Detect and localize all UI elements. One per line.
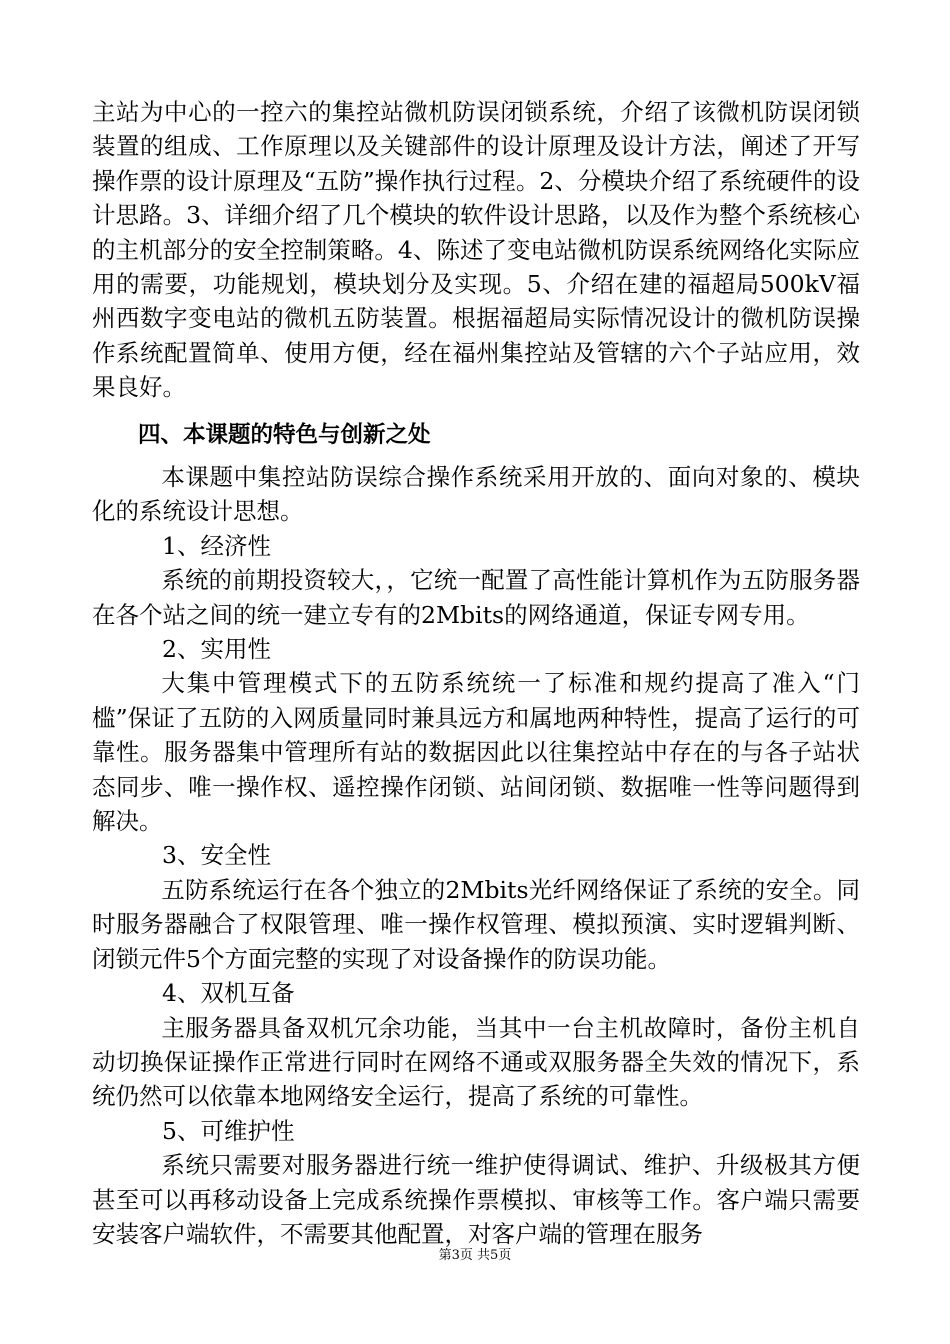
intro-paragraph: 主站为中心的一控六的集控站微机防误闭锁系统，介绍了该微机防误闭锁装置的组成、工作原理以及关键部件的设计原理及设计方法，阐述了开写操作票的设计原理及“五防”操作执行过程。2、分模块介绍了系统硬件的设计思路。3、详细介绍了几个模块的软件设计思路，以及作为整个系统核心的主机部分的安全控制策略。4、陈述了变电站微机防误系统网络化实际应用的需要，功能规划，模块划分及实现。5、介绍在建的福超局500kV福州西数字变电站的微机五防装置。根据福超局实际情况设计的微机防误操作系统配置简单、使用方便，经在福州集控站及管辖的六个子站应用，效果良好。 [92,98,860,402]
item-title-practicality: 2、实用性 [162,635,271,664]
item-body-economy: 系统的前期投资较大，，它统一配置了高性能计算机作为五防服务器在各个站之间的统一建立专有的2Mbits的网络通道，保证专网专用。 [92,566,860,629]
section-intro: 本课题中集控站防误综合操作系统采用开放的、面向对象的、模块化的系统设计思想。 [92,463,860,526]
intro-section [92,95,860,405]
item-title-redundancy: 4、双机互备 [162,979,295,1008]
page-footer: 第3页 共5页 [438,1248,512,1263]
item-title-security: 3、安全性 [162,841,271,870]
item-title-economy: 1、经济性 [162,531,271,560]
section-body [92,460,860,1251]
item-body-practicality: 大集中管理模式下的五防系统统一了标准和规约提高了准入“门槛”保证了五防的入网质量同时兼具远方和属地两种特性，提高了运行的可靠性。服务器集中管理所有站的数据因此以往集控站中存在的与各子站状态同步、唯一操作权、遥控操作闭锁、站间闭锁、数据唯一性等问题得到解决。 [92,669,860,836]
item-body-security: 五防系统运行在各个独立的2Mbits光纤网络保证了系统的安全。同时服务器融合了权限管理、唯一操作权管理、模拟预演、实时逻辑判断、闭锁元件5个方面完整的实现了对设备操作的防误功能。 [92,875,860,973]
item-body-maintainability: 系统只需要对服务器进行统一维护使得调试、维护、升级极其方便甚至可以再移动设备上完成系统操作票模拟、审核等工作。客户端只需要安装客户端软件，不需要其他配置，对客户端的管理在服务 [92,1151,860,1248]
section-heading: 四、本课题的特色与创新之处 [138,422,431,448]
item-title-maintainability: 5、可维护性 [162,1116,295,1145]
item-body-redundancy: 主服务器具备双机冗余功能，当其中一台主机故障时，备份主机自动切换保证操作正常进行同时在网络不通或双服务器全失效的情况下，系统仍然可以依靠本地网络安全运行，提高了系统的可靠性。 [92,1013,860,1111]
